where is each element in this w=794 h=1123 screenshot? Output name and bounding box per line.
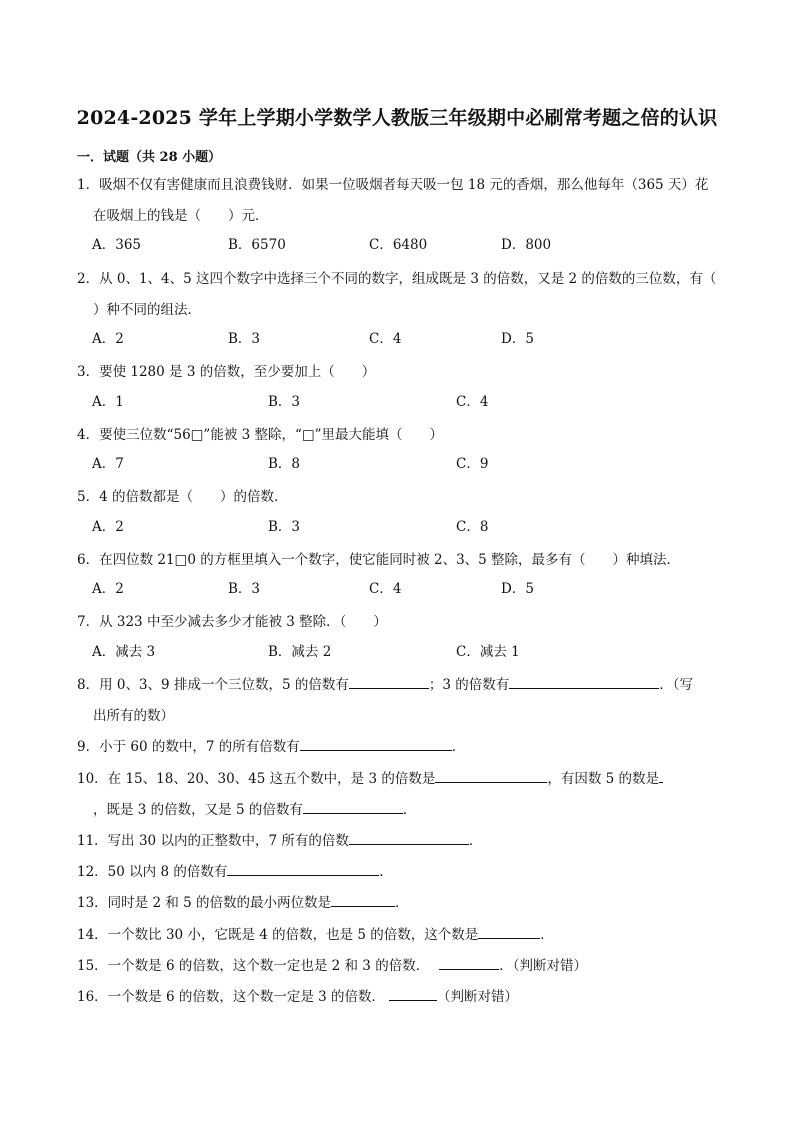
question-11 — [77, 826, 722, 857]
option-a[interactable]: A．365 — [92, 237, 142, 253]
option-c[interactable]: C．8 — [456, 519, 489, 535]
answer-blank[interactable] — [300, 736, 452, 751]
question-text: ，有因数 5 的数是 — [547, 771, 659, 787]
question-text: 8．用 0、3、9 排成一个三位数，5 的倍数有 — [77, 677, 349, 693]
question-14 — [77, 920, 722, 951]
option-b[interactable]: B．3 — [268, 394, 301, 410]
option-c[interactable]: C．4 — [456, 394, 489, 410]
option-b[interactable]: B．6570 — [228, 237, 286, 253]
option-a[interactable]: A．2 — [92, 331, 124, 347]
question-text: 7．从 323 中至少减去多少才能被 3 整除．（ ） — [77, 614, 387, 630]
question-text: 16．一个数是 6 的倍数，这个数一定是 3 的倍数． — [77, 989, 386, 1005]
question-12 — [77, 857, 722, 888]
question-text-cont: 在吸烟上的钱是（ ）元． — [93, 208, 269, 224]
question-text: 15．一个数是 6 的倍数，这个数一定也是 2 和 3 的倍数． — [77, 958, 430, 974]
question-text: （判断对错） — [437, 989, 519, 1005]
option-d[interactable]: D．800 — [501, 237, 552, 253]
question-5 — [77, 482, 722, 513]
question-text: ． — [468, 833, 483, 849]
answer-blank[interactable] — [509, 674, 659, 689]
question-text-cont: ）种不同的组法． — [93, 302, 201, 318]
question-text: 1．吸烟不仅有害健康而且浪费钱财．如果一位吸烟者每天吸一包 18 元的香烟，那么他每年（365 天）花 — [77, 177, 709, 193]
question-text: 13．同时是 2 和 5 的倍数的最小两位数是 — [77, 895, 332, 911]
option-c[interactable]: C．6480 — [369, 237, 428, 253]
option-b[interactable]: B．8 — [268, 456, 301, 472]
answer-blank[interactable] — [439, 955, 499, 970]
option-b[interactable]: B．减去 2 — [268, 644, 332, 660]
question-text: 12．50 以内 8 的倍数有 — [77, 864, 228, 880]
option-a[interactable]: A．2 — [92, 581, 124, 597]
question-text: 14．一个数比 30 小，它既是 4 的倍数，也是 5 的倍数，这个数是 — [77, 927, 479, 943]
question-2 — [77, 264, 722, 326]
question-13 — [77, 888, 722, 919]
question-text: 10．在 15、18、20、30、45 这五个数中，是 3 的倍数是 — [77, 771, 436, 787]
question-text-cont: 出所有的数） — [93, 708, 174, 724]
question-text: ．（写 — [659, 677, 693, 693]
option-c[interactable]: C．4 — [369, 581, 402, 597]
option-b[interactable]: B．3 — [228, 331, 261, 347]
page-title: 2024-2025 学年上学期小学数学人教版三年级期中必刷常考题之倍的认识 — [76, 107, 718, 129]
option-d[interactable]: D．5 — [501, 581, 534, 597]
answer-blank[interactable] — [478, 924, 540, 939]
question-15 — [77, 951, 722, 982]
question-text: 3．要使 1280 是 3 的倍数，至少要加上（ ） — [77, 364, 376, 380]
question-1 — [77, 170, 722, 232]
question-text: ． — [540, 927, 554, 943]
option-c[interactable]: C．4 — [369, 331, 402, 347]
answer-blank[interactable] — [303, 799, 403, 814]
option-d[interactable]: D．5 — [501, 331, 534, 347]
question-text: 6．在四位数 21□0 的方框里填入一个数字，使它能同时被 2、3、5 整除，最多有（ ）种填法． — [77, 552, 681, 568]
question-text: ． — [379, 864, 393, 880]
question-text: 5．4 的倍数都是（ ）的倍数． — [77, 489, 288, 505]
option-a[interactable]: A．7 — [92, 456, 124, 472]
answer-blank[interactable] — [331, 892, 395, 907]
answer-blank[interactable] — [349, 830, 469, 845]
question-text: 11．写出 30 以内的正整数中，7 所有的倍数 — [77, 833, 349, 849]
question-text: ，既是 3 的倍数，又是 5 的倍数有 — [93, 802, 303, 818]
question-text: 2．从 0、1、4、5 这四个数字中选择三个不同的数字，组成既是 3 的倍数，又是 2 的倍数的三位数，有（ — [77, 271, 717, 287]
question-4 — [77, 420, 722, 451]
answer-blank[interactable] — [349, 674, 429, 689]
question-text-cont — [77, 795, 722, 826]
question-text: ． — [451, 739, 466, 755]
answer-blank[interactable] — [435, 768, 547, 783]
option-b[interactable]: B．3 — [228, 581, 261, 597]
option-c[interactable]: C．9 — [456, 456, 489, 472]
question-text: ． — [402, 802, 417, 818]
option-c[interactable]: C．减去 1 — [456, 644, 520, 660]
answer-blank[interactable] — [389, 986, 437, 1001]
answer-blank[interactable] — [659, 768, 663, 783]
question-text: ；3 的倍数有 — [428, 677, 510, 693]
option-b[interactable]: B．3 — [268, 519, 301, 535]
question-10 — [77, 764, 722, 826]
question-text: 4．要使三位数“56□”能被 3 整除，“□”里最大能填（ ） — [77, 427, 444, 443]
question-text: ． — [395, 895, 409, 911]
question-8 — [77, 670, 722, 732]
option-a[interactable]: A．减去 3 — [92, 644, 156, 660]
option-a[interactable]: A．2 — [92, 519, 124, 535]
question-16 — [77, 982, 722, 1013]
answer-blank[interactable] — [227, 861, 379, 876]
section-heading: 一．试题（共 28 小题） — [77, 150, 222, 165]
question-7 — [77, 607, 722, 638]
option-a[interactable]: A．1 — [92, 394, 124, 410]
question-text: 9．小于 60 的数中，7 的所有倍数有 — [77, 739, 300, 755]
question-text: ．（判断对错） — [499, 958, 587, 974]
question-3 — [77, 357, 722, 388]
question-9 — [77, 732, 722, 763]
question-6 — [77, 545, 722, 576]
